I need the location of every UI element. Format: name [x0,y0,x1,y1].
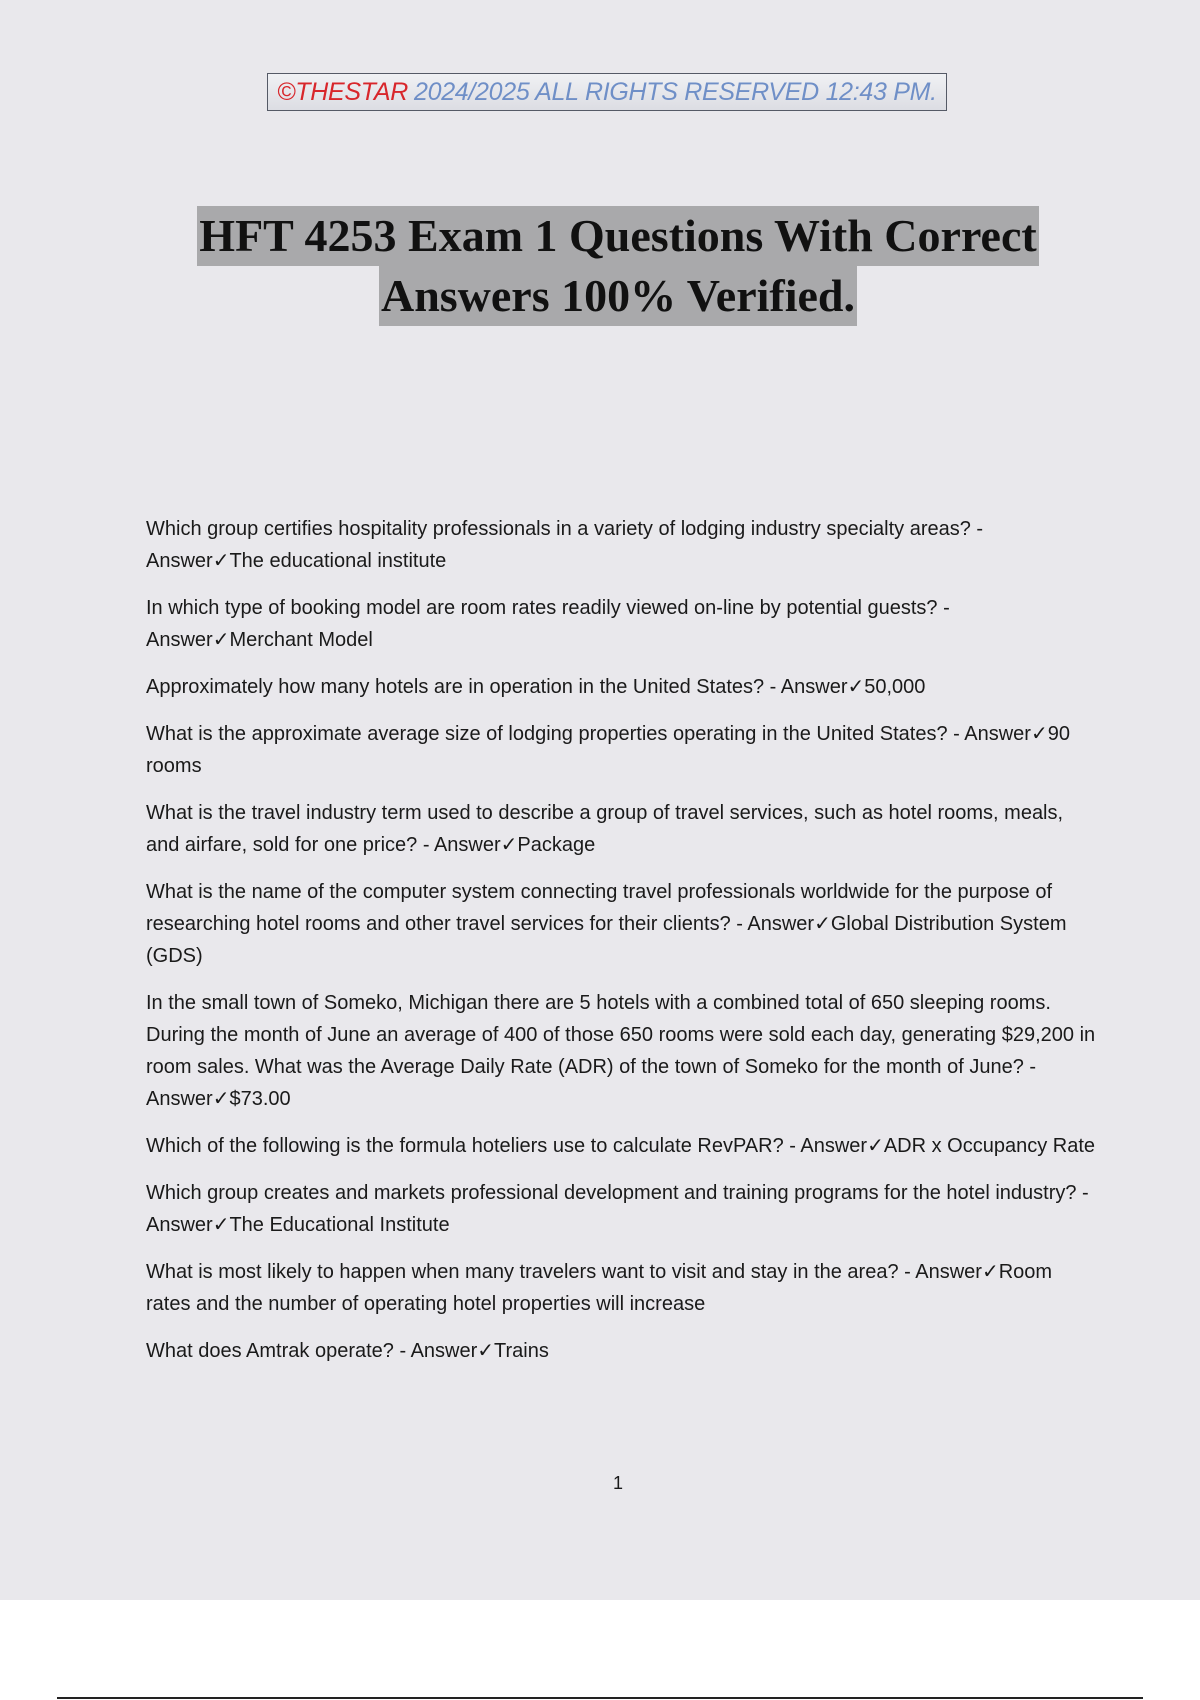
question-item: In which type of booking model are room rates readily viewed on-line by potential guests? - Answer✓Merchant Model [146,597,950,651]
question-item: What is the approximate average size of lodging properties operating in the United States? - Answer✓90 rooms [146,723,1070,777]
question-item: Which group certifies hospitality professionals in a variety of lodging industry specialty areas? - Answer✓The educational institute [146,518,984,572]
question-item: In the small town of Someko, Michigan there are 5 hotels with a combined total of 650 sleeping rooms. During the month of June an average of 400 of those 650 rooms were sold each day, generating $29,200 in room sales. What was the Average Daily Rate (ADR) of the town of Someko for the month of June? - Answer✓$73.00 [146,992,1096,1110]
page-number: 1 [612,1473,623,1493]
question-item: Approximately how many hotels are in operation in the United States? - Answer✓50,000 [146,676,926,698]
question-item: What is the name of the computer system connecting travel professionals worldwide for the purpose of researching hotel rooms and other travel services for their clients? - Answer✓Global Distribution System (GDS) [146,881,1067,967]
question-item: Which of the following is the formula hoteliers use to calculate RevPAR? - Answer✓ADR x Occupancy Rate [146,1135,1096,1157]
question-item: Which group creates and markets professional development and training programs for the hotel industry? - Answer✓The Educational Institute [146,1182,1089,1236]
document-title [0,206,1200,326]
title-line-1: HFT 4253 Exam 1 Questions With Correct [197,206,1038,266]
copyright-banner [267,73,947,111]
question-list [146,513,1101,1382]
copyright-notice: 2024/2025 ALL RIGHTS RESERVED 12:43 PM. [413,77,937,106]
title-line-2: Answers 100% Verified. [379,266,857,326]
question-item: What does Amtrak operate? - Answer✓Trains [146,1340,549,1362]
footer-divider [57,1697,1143,1699]
copyright-brand: ©THESTAR [277,77,408,106]
question-item: What is most likely to happen when many travelers want to visit and stay in the area? - Answer✓Room rates and the number of operating hotel properties will increase [146,1261,1053,1315]
question-item: What is the travel industry term used to describe a group of travel services, such as hotel rooms, meals, and airfare, sold for one price? - Answer✓Package [146,802,1064,856]
